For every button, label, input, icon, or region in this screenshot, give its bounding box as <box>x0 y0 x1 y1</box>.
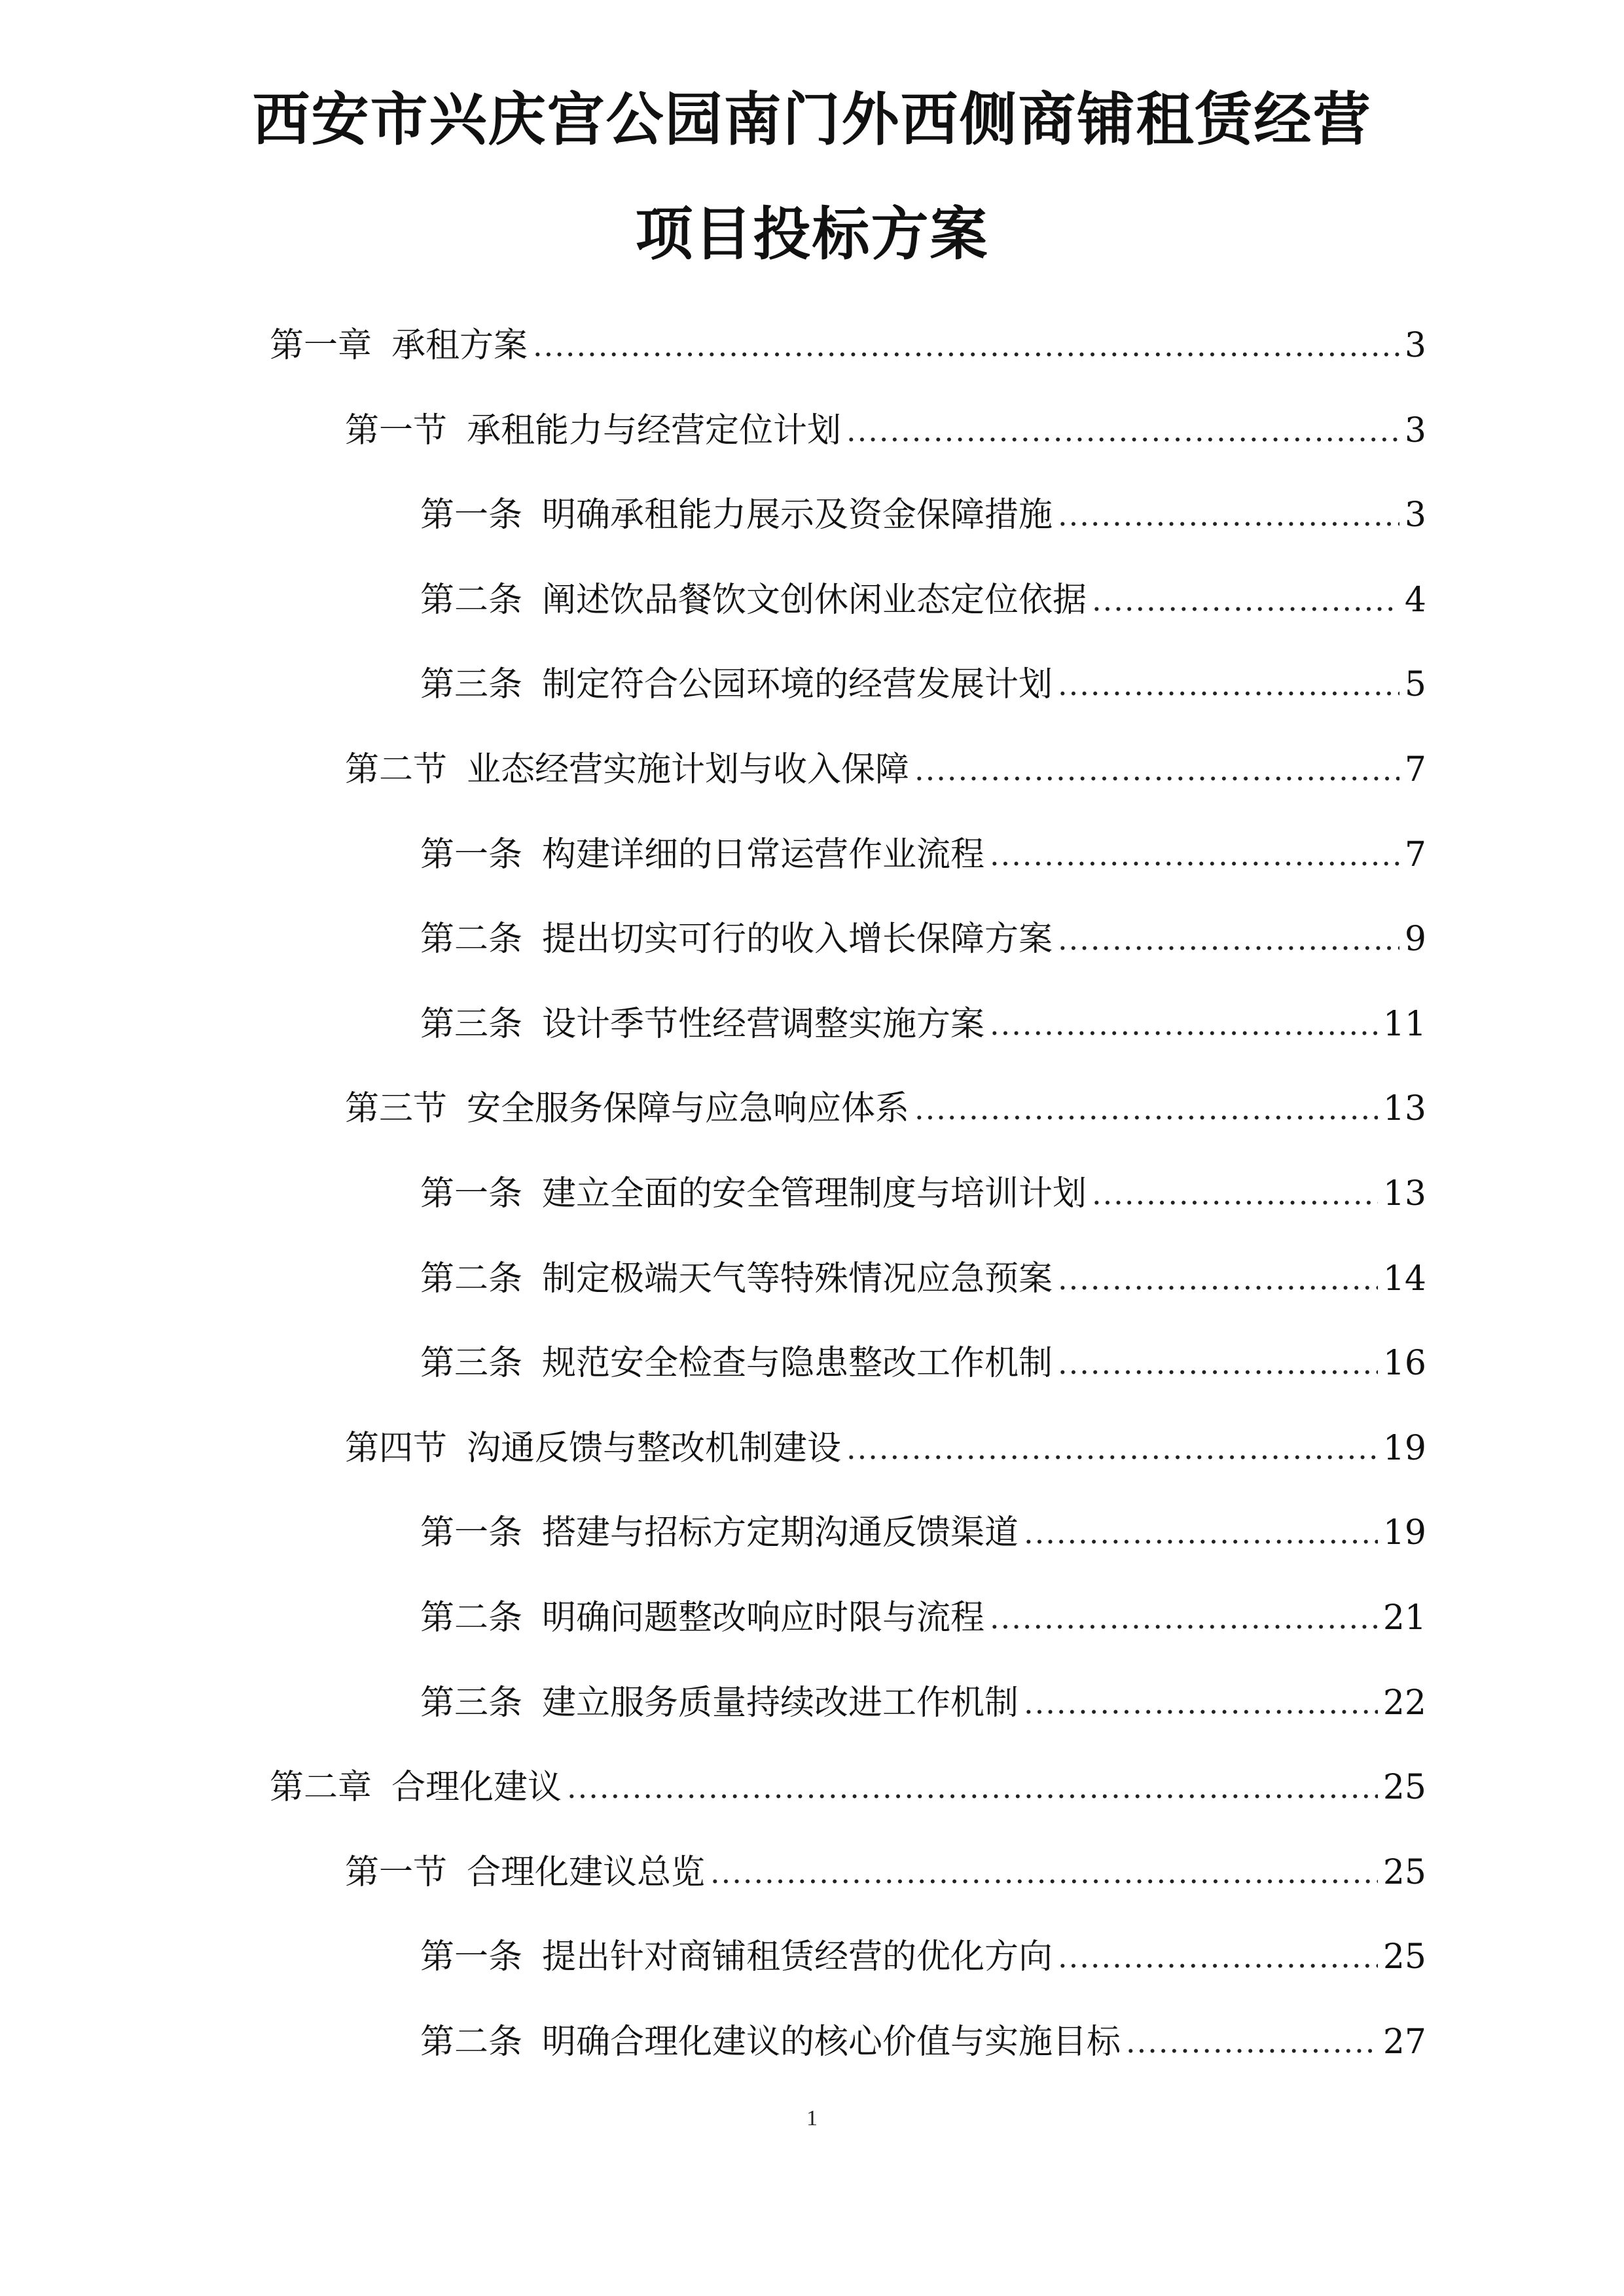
document-title-line-2: 项目投标方案 <box>635 200 989 268</box>
toc-entry-title: 设计季节性经营调整实施方案 <box>542 1005 985 1044</box>
toc-entry-leader-dots <box>1058 1931 1378 1983</box>
toc-entry-page-number: 4 <box>1404 581 1426 620</box>
toc-entry-number: 第一条 <box>420 1937 523 1977</box>
toc-entry-number: 第一节 <box>345 411 448 450</box>
toc-entry-leader-dots <box>1058 1253 1378 1305</box>
toc-entry[interactable] <box>345 1083 1426 1135</box>
toc-entry-label <box>270 319 528 372</box>
toc-entry[interactable] <box>420 1168 1426 1220</box>
toc-entry[interactable] <box>345 744 1426 796</box>
toc-entry-page-number: 21 <box>1382 1598 1426 1638</box>
toc-entry-page-number: 11 <box>1382 1005 1426 1044</box>
toc-entry-number: 第三条 <box>420 1683 523 1723</box>
toc-entry-page-number: 14 <box>1382 1259 1426 1299</box>
toc-entry[interactable] <box>270 1761 1426 1814</box>
toc-entry-label <box>420 2016 1121 2068</box>
toc-entry-number: 第四节 <box>345 1429 448 1468</box>
toc-entry-number: 第二条 <box>420 1598 523 1638</box>
toc-entry[interactable] <box>420 1931 1426 1983</box>
toc-entry-page-number: 27 <box>1382 2022 1426 2062</box>
toc-entry-page-number: 3 <box>1404 326 1426 365</box>
document-title-line-1: 西安市兴庆宫公园南门外西侧商铺租赁经营 <box>252 85 1372 153</box>
toc-entry[interactable] <box>420 1507 1426 1559</box>
toc-entry-label <box>420 1168 1087 1220</box>
toc-entry-page-number: 25 <box>1382 1768 1426 1807</box>
toc-entry-number: 第一节 <box>345 1853 448 1892</box>
toc-entry-title: 建立服务质量持续改进工作机制 <box>542 1683 1019 1723</box>
toc-entry-title: 安全服务保障与应急响应体系 <box>467 1089 910 1128</box>
toc-entry-label <box>420 829 984 881</box>
toc-entry-label <box>270 1761 562 1814</box>
toc-entry[interactable] <box>420 574 1426 626</box>
toc-entry-label <box>345 1422 841 1475</box>
toc-entry-leader-dots <box>914 744 1399 796</box>
toc-entry-number: 第三节 <box>345 1089 448 1128</box>
toc-entry-page-number: 5 <box>1404 665 1426 704</box>
toc-entry-number: 第一条 <box>420 835 523 874</box>
toc-entry-title: 制定符合公园环境的经营发展计划 <box>542 665 1053 704</box>
toc-entry-title: 构建详细的日常运营作业流程 <box>542 835 985 874</box>
toc-entry-leader-dots <box>846 1422 1378 1475</box>
toc-entry-leader-dots <box>1058 1337 1378 1390</box>
toc-entry-label <box>420 998 984 1050</box>
toc-entry-number: 第二条 <box>420 581 523 620</box>
toc-entry-label <box>420 1931 1053 1983</box>
toc-entry-number: 第二章 <box>270 1768 372 1807</box>
toc-entry-number: 第三条 <box>420 1344 523 1383</box>
toc-entry-title: 提出切实可行的收入增长保障方案 <box>542 920 1053 959</box>
toc-entry[interactable] <box>270 319 1426 372</box>
toc-entry-label <box>420 1337 1053 1390</box>
toc-entry-title: 规范安全检查与隐患整改工作机制 <box>542 1344 1053 1383</box>
toc-entry-label <box>420 574 1087 626</box>
toc-entry-label <box>420 1253 1053 1305</box>
toc-entry-label <box>420 489 1053 541</box>
toc-entry-page-number: 19 <box>1382 1429 1426 1468</box>
toc-entry-number: 第三条 <box>420 1005 523 1044</box>
toc-entry-page-number: 7 <box>1404 835 1426 874</box>
toc-entry-title: 沟通反馈与整改机制建设 <box>467 1429 842 1468</box>
toc-entry-leader-dots <box>1058 913 1399 965</box>
toc-entry-number: 第二条 <box>420 1259 523 1299</box>
toc-entry-page-number: 7 <box>1404 750 1426 789</box>
toc-entry-title: 明确问题整改响应时限与流程 <box>542 1598 985 1638</box>
toc-entry-label <box>345 404 841 457</box>
toc-entry-title: 承租方案 <box>391 326 528 365</box>
toc-entry-label <box>420 658 1053 711</box>
toc-entry-title: 提出针对商铺租赁经营的优化方向 <box>542 1937 1053 1977</box>
toc-entry-leader-dots <box>1058 658 1399 711</box>
toc-entry-page-number: 3 <box>1404 495 1426 535</box>
toc-entry-page-number: 19 <box>1382 1513 1426 1552</box>
toc-entry-title: 制定极端天气等特殊情况应急预案 <box>542 1259 1053 1299</box>
toc-entry-page-number: 3 <box>1404 411 1426 450</box>
toc-entry[interactable] <box>420 829 1426 881</box>
toc-entry[interactable] <box>345 1846 1426 1899</box>
toc-entry[interactable] <box>345 1422 1426 1475</box>
toc-entry-number: 第二节 <box>345 750 448 789</box>
toc-entry-label <box>420 913 1053 965</box>
toc-entry-title: 合理化建议 <box>391 1768 562 1807</box>
toc-entry-leader-dots <box>914 1083 1378 1135</box>
toc-entry-page-number: 13 <box>1382 1174 1426 1213</box>
toc-entry-page-number: 25 <box>1382 1937 1426 1977</box>
toc-entry-page-number: 22 <box>1382 1683 1426 1723</box>
toc-entry[interactable] <box>420 489 1426 541</box>
toc-entry-leader-dots <box>990 1592 1378 1644</box>
toc-entry-number: 第一章 <box>270 326 372 365</box>
toc-entry[interactable] <box>420 1592 1426 1644</box>
toc-entry-label <box>345 744 909 796</box>
toc-entry[interactable] <box>420 913 1426 965</box>
toc-entry-leader-dots <box>710 1846 1378 1899</box>
toc-entry-page-number: 9 <box>1404 920 1426 959</box>
page-number: 1 <box>806 2106 818 2130</box>
toc-entry-leader-dots <box>1126 2016 1378 2068</box>
toc-entry-number: 第一条 <box>420 495 523 535</box>
toc-entry-label <box>345 1083 909 1135</box>
toc-entry-label <box>420 1592 984 1644</box>
toc-entry-title: 合理化建议总览 <box>467 1853 706 1892</box>
toc-entry[interactable] <box>420 1677 1426 1729</box>
toc-entry-label <box>345 1846 705 1899</box>
toc-entry-title: 明确承租能力展示及资金保障措施 <box>542 495 1053 535</box>
toc-entry-page-number: 13 <box>1382 1089 1426 1128</box>
toc-entry-leader-dots <box>1058 489 1399 541</box>
toc-entry-leader-dots <box>1092 574 1399 626</box>
toc-entry[interactable] <box>420 998 1426 1050</box>
toc-entry-number: 第一条 <box>420 1513 523 1552</box>
toc-entry-title: 承租能力与经营定位计划 <box>467 411 842 450</box>
toc-entry-title: 建立全面的安全管理制度与培训计划 <box>542 1174 1087 1213</box>
toc-entry[interactable] <box>420 1337 1426 1390</box>
toc-entry-leader-dots <box>1092 1168 1378 1220</box>
toc-entry-number: 第三条 <box>420 665 523 704</box>
toc-entry-title: 阐述饮品餐饮文创休闲业态定位依据 <box>542 581 1087 620</box>
toc-entry-title: 明确合理化建议的核心价值与实施目标 <box>542 2022 1121 2062</box>
toc-entry-page-number: 16 <box>1382 1344 1426 1383</box>
toc-entry[interactable] <box>345 404 1426 457</box>
toc-entry-label <box>420 1677 1019 1729</box>
toc-entry-number: 第一条 <box>420 1174 523 1213</box>
toc-entry-leader-dots <box>567 1761 1378 1814</box>
toc-entry-leader-dots <box>990 998 1378 1050</box>
toc-entry[interactable] <box>420 658 1426 711</box>
toc-entry[interactable] <box>420 2016 1426 2068</box>
toc-entry-leader-dots <box>1024 1677 1378 1729</box>
toc-entry-title: 搭建与招标方定期沟通反馈渠道 <box>542 1513 1019 1552</box>
toc-entry[interactable] <box>420 1253 1426 1305</box>
toc-entry-leader-dots <box>1024 1507 1378 1559</box>
toc-entry-leader-dots <box>990 829 1399 881</box>
toc-entry-leader-dots <box>846 404 1399 457</box>
toc-entry-page-number: 25 <box>1382 1853 1426 1892</box>
toc-entry-number: 第二条 <box>420 920 523 959</box>
toc-entry-number: 第二条 <box>420 2022 523 2062</box>
toc-entry-leader-dots <box>533 319 1399 372</box>
toc-entry-title: 业态经营实施计划与收入保障 <box>467 750 910 789</box>
toc-entry-label <box>420 1507 1019 1559</box>
